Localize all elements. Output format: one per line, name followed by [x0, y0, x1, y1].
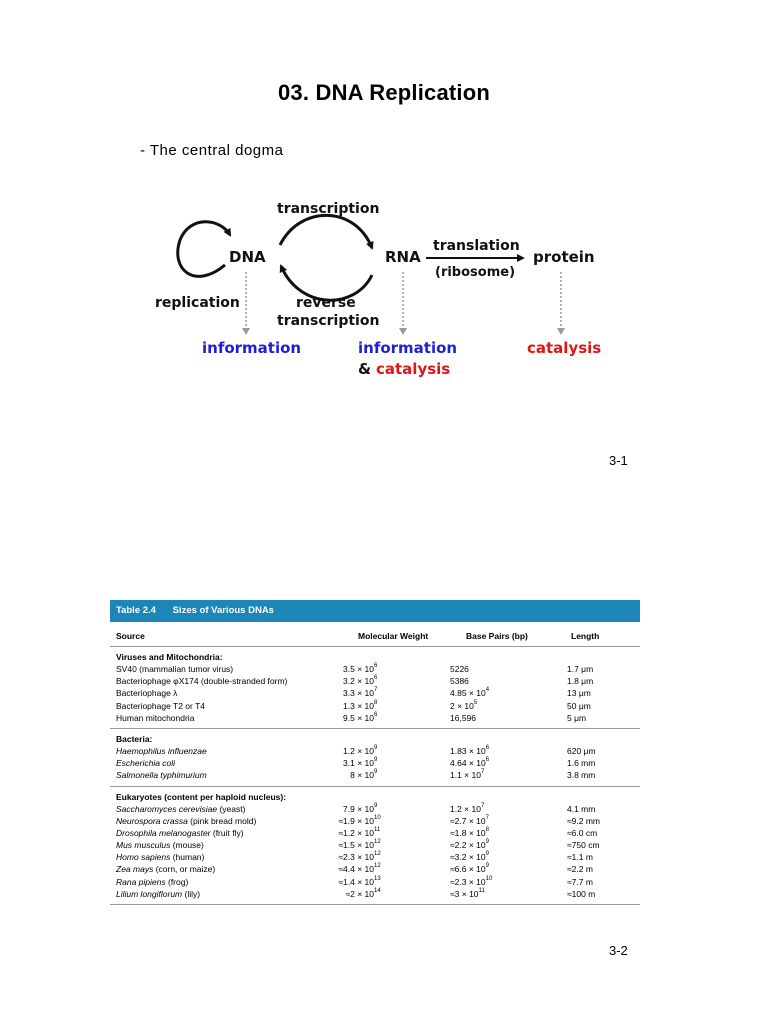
bp-value: ≈6.6 × 10: [450, 864, 486, 875]
molecular-weight-cell: [343, 687, 378, 699]
bp-value: 1.2 × 10: [450, 803, 481, 814]
molecular-weight-cell: [350, 769, 378, 781]
mw-exponent: 6: [374, 663, 378, 669]
column-header-length: Length: [571, 631, 600, 641]
mw-exponent: 6: [374, 675, 378, 682]
mw-exponent: 13: [374, 875, 381, 882]
source-text: Bacteriophage φX174 (double-stranded form): [116, 676, 288, 687]
source-cell: [116, 712, 194, 724]
dna-information-label: information: [202, 339, 302, 357]
mw-value: 1.2 × 10: [343, 745, 374, 756]
source-cell: [116, 815, 256, 827]
page-title: 03. DNA Replication: [277, 80, 491, 105]
length-cell: 13 μm: [567, 688, 591, 699]
mw-value: ≈1.5 × 10: [338, 840, 374, 851]
bp-value: 5226: [450, 664, 469, 674]
table-section: [110, 787, 640, 901]
rna-information-label: information: [358, 339, 458, 357]
molecular-weight-cell: [343, 757, 378, 769]
base-pairs-cell: [450, 663, 469, 675]
base-pairs-cell: [450, 699, 478, 712]
mw-value: ≈1.2 × 10: [338, 827, 374, 838]
molecular-weight-cell: [338, 863, 381, 875]
base-pairs-cell: [450, 675, 469, 687]
species-name: Drosophila melanogaster: [116, 827, 211, 838]
bp-exponent: 9: [485, 863, 489, 870]
base-pairs-cell: [450, 802, 485, 815]
section-title: Eukaryotes (content per haploid nucleus):: [116, 791, 287, 802]
mw-value: 3.3 × 10: [343, 688, 374, 699]
source-cell: [116, 839, 204, 851]
bp-value: 1.83 × 10: [450, 745, 486, 756]
molecular-weight-cell: [338, 851, 381, 863]
table-row: [110, 769, 640, 781]
length-cell: 1.6 mm: [567, 758, 596, 769]
mw-exponent: 9: [374, 744, 378, 751]
species-name: Rana pipiens: [116, 876, 166, 887]
reverse-label: reverse: [296, 295, 356, 311]
rna-label: RNA: [385, 248, 421, 266]
species-name: Zea mays: [116, 864, 154, 875]
bp-exponent: 9: [485, 839, 489, 846]
column-header-base-pairs: Base Pairs (bp): [466, 631, 528, 641]
molecular-weight-cell: [343, 711, 378, 724]
source-cell: [116, 827, 244, 839]
base-pairs-cell: [450, 851, 489, 863]
molecular-weight-cell: [338, 875, 381, 888]
source-text: SV40 (mammalian tumor virus): [116, 664, 234, 674]
mw-exponent: 12: [374, 851, 381, 858]
source-cell: [116, 675, 287, 687]
bp-value: 16,596: [450, 712, 476, 723]
length-cell: ≈2.2 m: [567, 864, 593, 875]
source-cell: [116, 700, 205, 712]
source-text: Bacteriophage T2 or T4: [116, 700, 205, 711]
bp-value: ≈1.8 × 10: [450, 827, 486, 838]
length-cell: 620 μm: [567, 745, 596, 756]
transcription-arrow: [280, 215, 372, 248]
replication-label: replication: [155, 295, 240, 311]
species-name: Homo sapiens: [116, 852, 171, 863]
source-cell: [116, 745, 207, 757]
length-cell: 1.8 μm: [567, 676, 594, 687]
mw-value: ≈2.3 × 10: [338, 852, 374, 863]
bp-exponent: 6: [485, 757, 490, 764]
source-cell: [116, 876, 188, 888]
mw-exponent: 9: [374, 757, 378, 764]
source-text: (human): [170, 852, 205, 863]
bp-value: 4.64 × 10: [450, 758, 486, 769]
bp-value: ≈2.2 × 10: [450, 840, 486, 851]
source-text: (yeast): [217, 803, 246, 814]
bp-exponent: 7: [480, 769, 485, 776]
mw-value: 9.5 × 10: [343, 712, 374, 723]
mw-exponent: 12: [374, 839, 381, 846]
dna-label: DNA: [229, 248, 266, 266]
source-cell: [116, 757, 175, 769]
bp-value: 2 × 10: [450, 700, 474, 711]
base-pairs-cell: [450, 887, 485, 900]
source-cell: [116, 803, 245, 815]
source-text: (corn, or maize): [153, 864, 216, 875]
mw-exponent: 8: [374, 699, 378, 706]
column-header-molecular-weight: Molecular Weight: [358, 631, 429, 641]
source-text: (frog): [165, 876, 189, 887]
source-text: (pink bread mold): [187, 815, 257, 826]
table-title: Sizes of Various DNAs: [172, 605, 274, 616]
table-number: Table 2.4: [116, 605, 156, 616]
species-name: Haemophilus influenzae: [116, 745, 207, 756]
rna-catalysis-label: catalysis: [376, 360, 451, 378]
base-pairs-cell: [450, 814, 489, 827]
bp-exponent: 10: [485, 875, 493, 882]
ampersand-label: &: [358, 360, 372, 378]
replication-arrow: [178, 222, 230, 277]
source-text: (lily): [182, 888, 201, 899]
reverse-transcription-label: transcription: [277, 313, 380, 329]
protein-catalysis-label: catalysis: [527, 339, 602, 357]
length-cell: ≈750 cm: [567, 840, 600, 851]
section-heading: - The central dogma: [140, 142, 284, 159]
bp-exponent: 4: [485, 687, 490, 694]
page-number: 3-1: [609, 453, 628, 468]
source-cell: [116, 687, 177, 699]
molecular-weight-cell: [343, 744, 378, 757]
mw-value: 8 × 10: [350, 770, 374, 781]
page-number: 3-2: [609, 943, 628, 958]
mw-exponent: 6: [374, 711, 378, 718]
length-cell: ≈6.0 cm: [567, 827, 598, 838]
length-cell: ≈9.2 mm: [567, 815, 601, 826]
mw-value: ≈2 × 10: [345, 888, 374, 899]
species-name: Escherichia coli: [116, 758, 176, 769]
source-cell: [116, 863, 215, 875]
molecular-weight-cell: [338, 826, 381, 839]
length-cell: ≈100 m: [567, 888, 596, 899]
bp-value: ≈3 × 10: [450, 888, 479, 899]
section-title: Bacteria:: [116, 733, 153, 744]
molecular-weight-cell: [343, 699, 378, 712]
base-pairs-cell: [450, 687, 490, 699]
dna-sizes-table: [110, 600, 640, 905]
transcription-label: transcription: [277, 201, 380, 217]
mw-exponent: 9: [374, 802, 378, 809]
mw-value: 3.2 × 10: [343, 676, 374, 687]
source-cell: [116, 851, 204, 863]
mw-exponent: 12: [374, 863, 381, 870]
base-pairs-cell: [450, 863, 489, 875]
mw-value: 3.1 × 10: [343, 758, 374, 769]
bp-value: 1.1 × 10: [450, 770, 481, 781]
molecular-weight-cell: [343, 675, 378, 687]
source-text: Human mitochondria: [116, 712, 195, 723]
length-cell: ≈7.7 m: [567, 876, 593, 887]
mw-value: 3.5 × 10: [343, 664, 374, 674]
length-cell: 1.7 μm: [567, 664, 594, 674]
base-pairs-cell: [450, 712, 476, 724]
length-cell: 50 μm: [567, 700, 591, 711]
species-name: Neurospora crassa: [116, 815, 188, 826]
bp-value: 4.85 × 10: [450, 688, 486, 699]
section-divider: [110, 904, 640, 905]
length-cell: 3.8 mm: [567, 770, 596, 781]
base-pairs-cell: [450, 826, 489, 839]
species-name: Saccharomyces cerevisiae: [116, 803, 218, 814]
central-dogma-diagram: [0, 0, 768, 420]
table-header-bar: [110, 600, 640, 622]
base-pairs-cell: [450, 769, 485, 781]
mw-value: ≈1.4 × 10: [338, 876, 374, 887]
bp-exponent: 9: [485, 851, 489, 858]
molecular-weight-cell: [345, 887, 381, 900]
protein-label: protein: [533, 248, 595, 266]
mw-exponent: 9: [374, 769, 378, 776]
section-title: Viruses and Mitochondria:: [116, 652, 223, 662]
source-cell: [116, 769, 207, 781]
length-cell: ≈1.1 m: [567, 852, 593, 863]
column-headers: [110, 622, 640, 647]
mw-value: ≈4.4 × 10: [338, 864, 374, 875]
table-body: [110, 647, 640, 905]
molecular-weight-cell: [343, 663, 378, 675]
table-row: [110, 888, 640, 900]
bp-exponent: 7: [485, 814, 489, 821]
bp-value: ≈3.2 × 10: [450, 852, 486, 863]
base-pairs-cell: [450, 744, 490, 757]
mw-exponent: 7: [374, 687, 378, 694]
bp-exponent: 6: [485, 744, 490, 751]
molecular-weight-cell: [338, 814, 381, 827]
mw-value: 7.9 × 10: [343, 803, 374, 814]
molecular-weight-cell: [338, 839, 381, 851]
species-name: Lilium longiflorum: [116, 888, 183, 899]
mw-exponent: 11: [374, 826, 381, 833]
bp-value: ≈2.7 × 10: [450, 815, 486, 826]
source-text: Bacteriophage λ: [116, 688, 178, 699]
column-header-source: Source: [116, 631, 145, 641]
mw-exponent: 10: [374, 814, 381, 821]
bp-value: 5386: [450, 676, 469, 687]
table-section: [110, 647, 640, 724]
translation-label: translation: [433, 238, 520, 254]
ribosome-label: (ribosome): [435, 265, 516, 280]
bp-exponent: 5: [473, 699, 478, 706]
source-text: (mouse): [170, 840, 204, 851]
table-section: [110, 729, 640, 782]
mw-value: 1.3 × 10: [343, 700, 374, 711]
bp-exponent: 8: [485, 826, 489, 833]
bp-value: ≈2.3 × 10: [450, 876, 486, 887]
mw-exponent: 14: [374, 887, 381, 894]
mw-value: ≈1.9 × 10: [338, 815, 374, 826]
bp-exponent: 7: [480, 802, 485, 809]
bp-exponent: 11: [478, 887, 485, 894]
source-cell: [116, 888, 200, 900]
length-cell: 5 μm: [567, 712, 587, 723]
length-cell: 4.1 mm: [567, 803, 596, 814]
molecular-weight-cell: [343, 802, 378, 815]
source-cell: [116, 663, 233, 675]
base-pairs-cell: [450, 839, 489, 851]
species-name: Salmonella typhimurium: [116, 770, 207, 781]
source-text: (fruit fly): [210, 827, 244, 838]
table-row: [110, 712, 640, 724]
species-name: Mus musculus: [116, 840, 171, 851]
